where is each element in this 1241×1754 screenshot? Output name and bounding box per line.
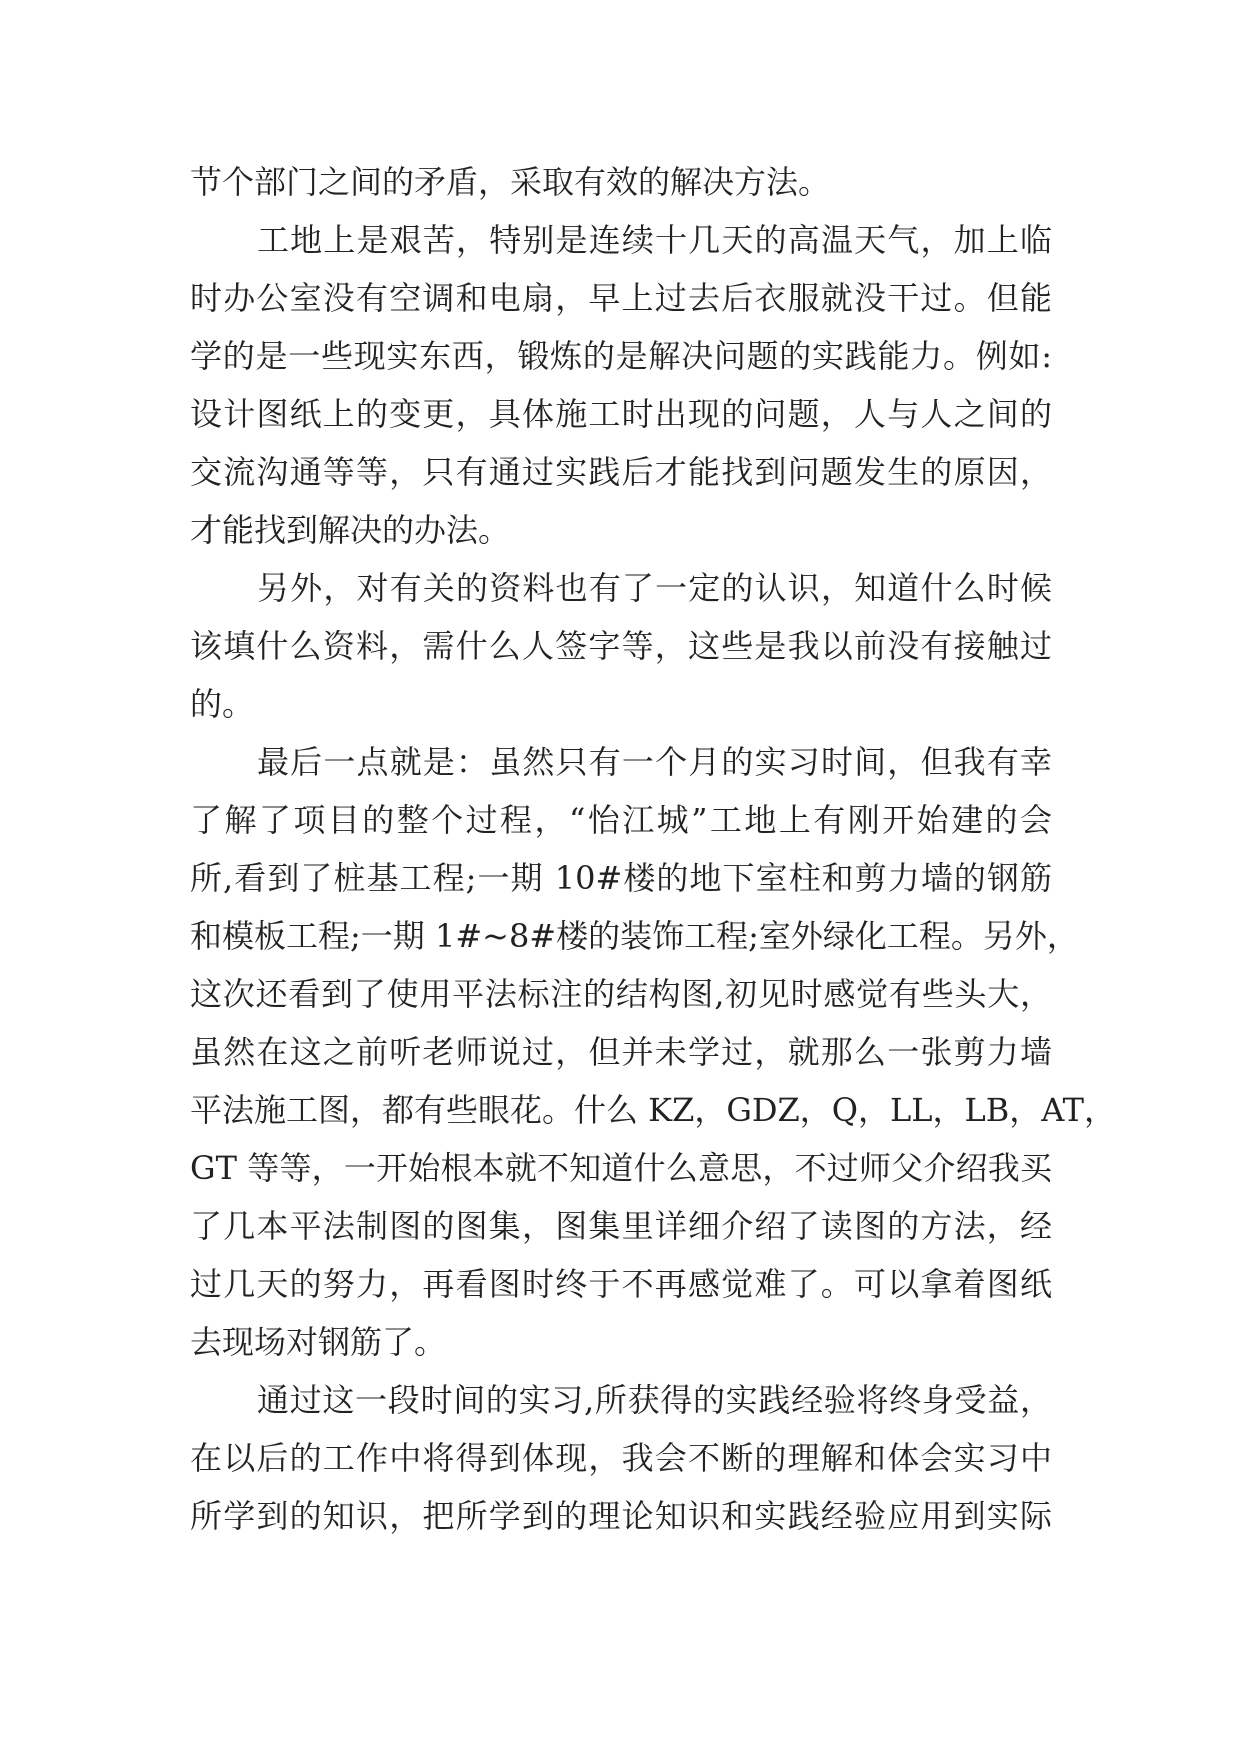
- paragraph-5: [190, 1371, 1052, 1545]
- text-line: 了几本平法制图的图集，图集里详细介绍了读图的方法，经: [190, 1207, 1052, 1245]
- text-line: 虽然在这之前听老师说过，但并未学过，就那么一张剪力墙: [190, 1033, 1052, 1071]
- text-line: 最后一点就是：虽然只有一个月的实习时间，但我有幸: [257, 743, 1052, 781]
- text-line: 平法施工图，都有些眼花。什么 KZ，GDZ，Q，LL，LB，AT，: [190, 1091, 1116, 1129]
- text-line: 节个部门之间的矛盾，采取有效的解决方法。: [190, 163, 831, 201]
- text-line: 时办公室没有空调和电扇，早上过去后衣服就没干过。但能: [190, 279, 1052, 317]
- paragraph-3: [190, 559, 1052, 733]
- text-line: 所,看到了桩基工程;一期 10#楼的地下室柱和剪力墙的钢筋: [190, 859, 1052, 897]
- text-line: 在以后的工作中将得到体现，我会不断的理解和体会实习中: [190, 1439, 1052, 1477]
- text-line: 该填什么资料，需什么人签字等，这些是我以前没有接触过: [190, 627, 1052, 665]
- text-line: 的。: [190, 685, 255, 723]
- document-body: [190, 153, 1116, 1545]
- text-line: 工地上是艰苦，特别是连续十几天的高温天气，加上临: [257, 221, 1052, 259]
- text-line: 了解了项目的整个过程，“怡江城”工地上有刚开始建的会: [190, 801, 1052, 839]
- text-line: GT 等等，一开始根本就不知道什么意思，不过师父介绍我买: [190, 1149, 1052, 1187]
- text-line: 交流沟通等等，只有通过实践后才能找到问题发生的原因，: [190, 453, 1052, 491]
- text-line: 才能找到解决的办法。: [190, 511, 511, 549]
- text-line: 通过这一段时间的实习,所获得的实践经验将终身受益，: [257, 1381, 1052, 1419]
- paragraph-1: [190, 153, 1052, 211]
- paragraph-2: [190, 211, 1052, 559]
- text-line: 学的是一些现实东西，锻炼的是解决问题的实践能力。例如:: [190, 337, 1052, 375]
- text-line: 另外，对有关的资料也有了一定的认识，知道什么时候: [257, 569, 1052, 607]
- text-line: 去现场对钢筋了。: [190, 1323, 447, 1361]
- text-line: 所学到的知识，把所学到的理论知识和实践经验应用到实际: [190, 1497, 1052, 1535]
- text-line: 设计图纸上的变更，具体施工时出现的问题，人与人之间的: [190, 395, 1052, 433]
- text-line: 过几天的努力，再看图时终于不再感觉难了。可以拿着图纸: [190, 1265, 1052, 1303]
- text-line: 这次还看到了使用平法标注的结构图,初见时感觉有些头大，: [190, 975, 1052, 1013]
- text-line: 和模板工程;一期 1#~8#楼的装饰工程;室外绿化工程。另外，: [190, 917, 1079, 955]
- paragraph-4: [190, 733, 1116, 1371]
